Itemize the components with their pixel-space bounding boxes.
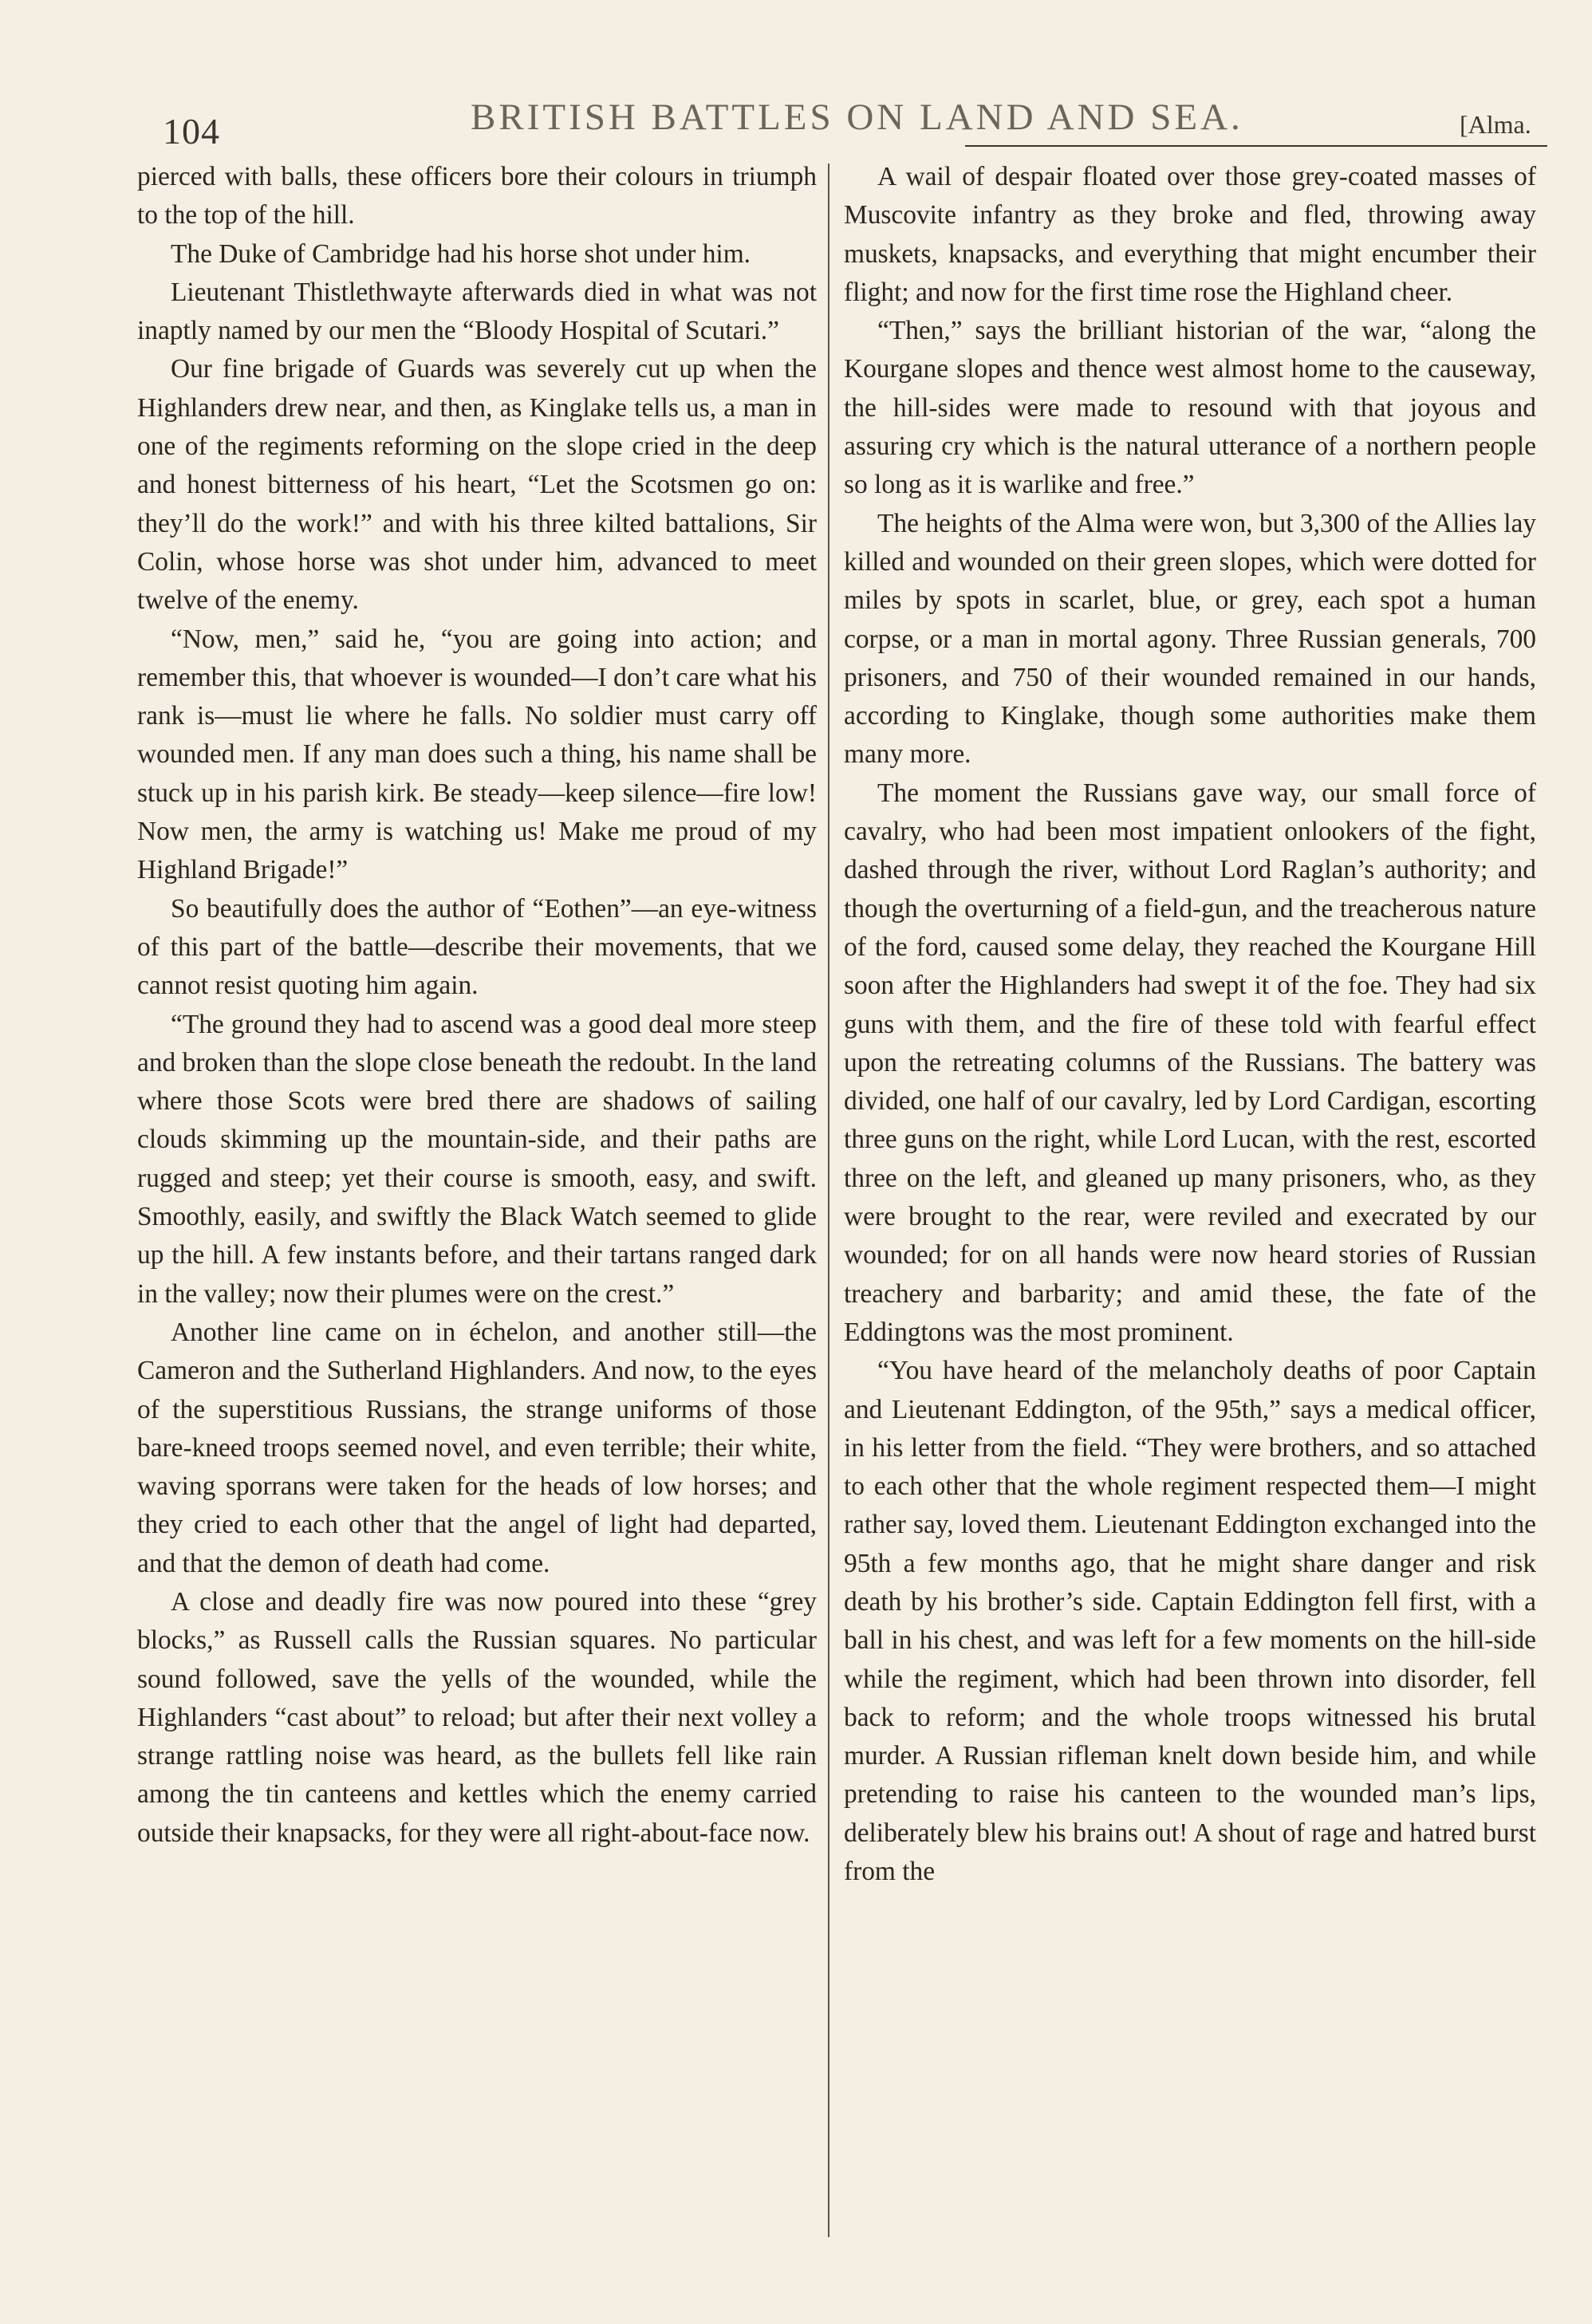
page-header [128, 88, 1547, 152]
left-column [137, 158, 817, 1853]
column-divider [828, 163, 829, 2237]
page-number: 104 [163, 111, 220, 152]
section-marker: [Alma. [1460, 110, 1531, 139]
paragraph: “You have heard of the melancholy deaths of poor Captain and Lieutenant Eddington, of the 95th,” says a medical officer, in his letter from the field. “They were brothers, and so attached to each other that the whole regiment respected them—I might rather say, loved them. Lieutenant Eddington exchanged into the 95th a few months ago, that he might share danger and risk death by his brother’s side. Captain Eddington fell first, with a ball in his chest, and was left for a few moments on the hill-side while the regiment, which had been thrown into disorder, fell back to reform; and the whole troops witnessed his brutal murder. A Russian rifleman knelt down beside him, and while pretending to raise his canteen to the wounded man’s lips, deliberately blew his brains out! A shout of rage and hatred burst from the [844, 1356, 1536, 1887]
paragraph: Lieutenant Thistlethwayte afterwards died in what was not inaptly named by our men the “Bloody Hospital of Scutari.” [137, 277, 817, 346]
header-rule [965, 145, 1547, 147]
paragraph: The Duke of Cambridge had his horse shot under him. [171, 238, 751, 269]
paragraph: The heights of the Alma were won, but 3,300 of the Allies lay killed and wounded on their green slopes, which were dotted for miles by spots in scarlet, blue, or grey, each spot a human corpse, or a man in mortal agony. Three Russian generals, 700 prisoners, and 750 of their wounded remained in our hands, according to Kinglake, though some authorities make them many more. [844, 508, 1536, 770]
paragraph: Another line came on in échelon, and another still—the Cameron and the Sutherland Highlanders. And now, to the eyes of the superstitious Russians, the strange uniforms of those bare-kneed troops seemed novel, and even terrible; their white, waving sporrans were taken for the heads of low horses; and they cried to each other that the angel of light had departed, and that the demon of death had come. [137, 1317, 817, 1578]
paragraph: A wail of despair floated over those grey-coated masses of Muscovite infantry as they broke and fled, throwing away muskets, knapsacks, and everything that might encumber their flight; and now for the first time rose the Highland cheer. [844, 162, 1536, 307]
right-column [844, 158, 1536, 1891]
paragraph: “Now, men,” said he, “you are going into action; and remember this, that whoever is wounded—I don’t care what his rank is—must lie where he falls. No soldier must carry off wounded men. If any man does such a thing, his name shall be stuck up in his parish kirk. Be steady—keep silence—fire low! Now men, the army is watching us! Make me proud of my Highland Brigade!” [137, 624, 817, 885]
running-title: BRITISH BATTLES ON LAND AND SEA. [471, 97, 1243, 138]
paragraph: “The ground they had to ascend was a good deal more steep and broken than the slope close beneath the redoubt. In the land where those Scots were bred there are shadows of sailing clouds skimming up the mountain-side, and their paths are rugged and steep; yet their course is smooth, easy, and swift. Smoothly, easily, and swiftly the Black Watch seemed to glide up the hill. A few instants before, and their tartans ranged dark in the valley; now their plumes were on the crest.” [137, 1009, 817, 1309]
paragraph: Our fine brigade of Guards was severely cut up when the Highlanders drew near, and then, as Kinglake tells us, a man in one of the regiments reforming on the slope cried in the deep and honest bitterness of his heart, “Let the Scotsmen go on: they’ll do the work!” and with his three kilted battalions, Sir Colin, whose horse was shot under him, advanced to meet twelve of the enemy. [137, 354, 817, 616]
paragraph: So beautifully does the author of “Eothen”—an eye-witness of this part of the battle—describe their movements, that we cannot resist quoting him again. [137, 893, 817, 1001]
paragraph: A close and deadly fire was now poured into these “grey blocks,” as Russell calls the Russian squares. No particular sound followed, save the yells of the wounded, while the Highlanders “cast about” to reload; but after their next volley a strange rattling noise was heard, as the bullets fell like rain among the tin canteens and kettles which the enemy carried outside their knapsacks, for they were all right-about-face now. [137, 1586, 817, 1848]
paragraph: “Then,” says the brilliant historian of the war, “along the Kourgane slopes and thence west almost home to the causeway, the hill-sides were made to resound with that joyous and assuring cry which is the natural utterance of a northern people so long as it is warlike and free.” [844, 316, 1536, 500]
paragraph: The moment the Russians gave way, our small force of cavalry, who had been most impatient onlookers of the fight, dashed through the river, without Lord Raglan’s authority; and though the overturning of a field-gun, and the treacherous nature of the ford, caused some delay, they reached the Kourgane Hill soon after the Highlanders had swept it of the foe. They had six guns with them, and the fire of these told with fearful effect upon the retreating columns of the Russians. The battery was divided, one half of our cavalry, led by Lord Cardigan, escorting three guns on the right, while Lord Lucan, with the rest, escorted three on the left, and gleaned up many prisoners, who, as they were brought to the rear, were reviled and execrated by our wounded; for on all hands were now heard stories of Russian treachery and barbarity; and amid these, the fate of the Eddingtons was the most prominent. [844, 778, 1536, 1347]
paragraph: pierced with balls, these officers bore their colours in triumph to the top of the hill. [137, 162, 817, 230]
